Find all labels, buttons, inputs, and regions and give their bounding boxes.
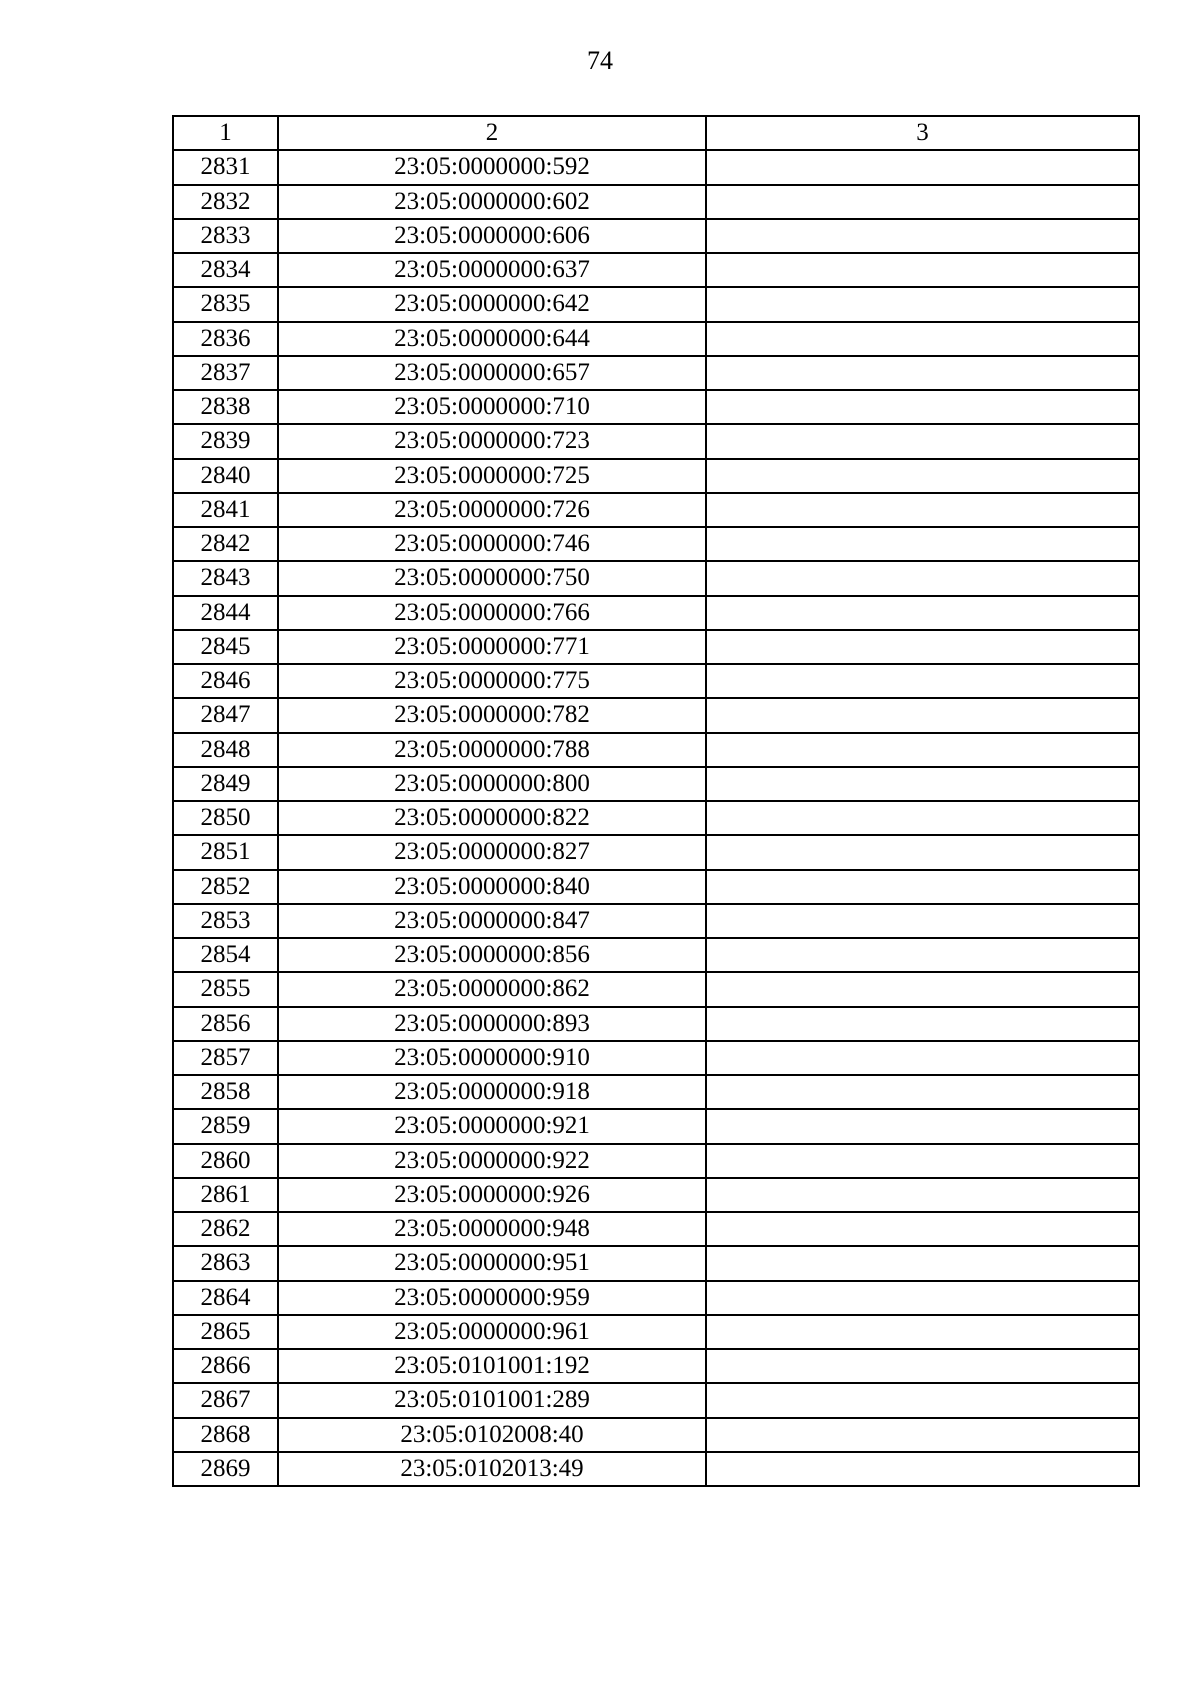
table-row xyxy=(173,356,1139,390)
notes-cell xyxy=(706,972,1139,1006)
cadastral-number-cell: 23:05:0000000:961 xyxy=(278,1315,706,1349)
notes-cell xyxy=(706,664,1139,698)
row-number-cell: 2838 xyxy=(173,390,278,424)
cadastral-number-cell: 23:05:0000000:822 xyxy=(278,801,706,835)
table-row xyxy=(173,835,1139,869)
cadastral-table xyxy=(172,115,1140,1487)
notes-cell xyxy=(706,356,1139,390)
row-number-cell: 2836 xyxy=(173,322,278,356)
cadastral-number-cell: 23:05:0000000:926 xyxy=(278,1178,706,1212)
table-row xyxy=(173,493,1139,527)
row-number-cell: 2846 xyxy=(173,664,278,698)
row-number-cell: 2867 xyxy=(173,1383,278,1417)
notes-cell xyxy=(706,1281,1139,1315)
notes-cell xyxy=(706,1452,1139,1486)
table-row xyxy=(173,459,1139,493)
notes-cell xyxy=(706,801,1139,835)
notes-cell xyxy=(706,1075,1139,1109)
notes-cell xyxy=(706,527,1139,561)
cadastral-number-cell: 23:05:0000000:725 xyxy=(278,459,706,493)
table-row xyxy=(173,185,1139,219)
notes-cell xyxy=(706,1007,1139,1041)
cadastral-number-cell: 23:05:0000000:771 xyxy=(278,630,706,664)
cadastral-number-cell: 23:05:0102013:49 xyxy=(278,1452,706,1486)
table-row xyxy=(173,1109,1139,1143)
row-number-cell: 2864 xyxy=(173,1281,278,1315)
table-row xyxy=(173,630,1139,664)
table-row xyxy=(173,390,1139,424)
table-row xyxy=(173,219,1139,253)
notes-cell xyxy=(706,185,1139,219)
table-header-row xyxy=(173,116,1139,150)
cadastral-number-cell: 23:05:0000000:782 xyxy=(278,698,706,732)
table-row xyxy=(173,1418,1139,1452)
cadastral-number-cell: 23:05:0000000:862 xyxy=(278,972,706,1006)
page-number: 74 xyxy=(587,46,613,75)
table-row xyxy=(173,938,1139,972)
cadastral-number-cell: 23:05:0000000:910 xyxy=(278,1041,706,1075)
row-number-cell: 2858 xyxy=(173,1075,278,1109)
cadastral-number-cell: 23:05:0000000:606 xyxy=(278,219,706,253)
table-row xyxy=(173,1452,1139,1486)
row-number-cell: 2841 xyxy=(173,493,278,527)
notes-cell xyxy=(706,150,1139,184)
table-row xyxy=(173,322,1139,356)
table-row xyxy=(173,561,1139,595)
cadastral-number-cell: 23:05:0000000:602 xyxy=(278,185,706,219)
cadastral-number-cell: 23:05:0000000:657 xyxy=(278,356,706,390)
row-number-cell: 2868 xyxy=(173,1418,278,1452)
row-number-cell: 2845 xyxy=(173,630,278,664)
table-row xyxy=(173,596,1139,630)
cadastral-number-cell: 23:05:0000000:840 xyxy=(278,870,706,904)
notes-cell xyxy=(706,1246,1139,1280)
header-cell-col1: 1 xyxy=(173,116,278,150)
table-row xyxy=(173,1007,1139,1041)
notes-cell xyxy=(706,1212,1139,1246)
notes-cell xyxy=(706,287,1139,321)
row-number-cell: 2861 xyxy=(173,1178,278,1212)
notes-cell xyxy=(706,835,1139,869)
cadastral-number-cell: 23:05:0000000:592 xyxy=(278,150,706,184)
table-row xyxy=(173,870,1139,904)
cadastral-number-cell: 23:05:0000000:642 xyxy=(278,287,706,321)
table-row xyxy=(173,1041,1139,1075)
notes-cell xyxy=(706,322,1139,356)
cadastral-number-cell: 23:05:0000000:918 xyxy=(278,1075,706,1109)
notes-cell xyxy=(706,1418,1139,1452)
notes-cell xyxy=(706,698,1139,732)
table-row xyxy=(173,527,1139,561)
cadastral-number-cell: 23:05:0000000:847 xyxy=(278,904,706,938)
cadastral-number-cell: 23:05:0000000:856 xyxy=(278,938,706,972)
notes-cell xyxy=(706,630,1139,664)
cadastral-number-cell: 23:05:0000000:750 xyxy=(278,561,706,595)
row-number-cell: 2860 xyxy=(173,1144,278,1178)
row-number-cell: 2849 xyxy=(173,767,278,801)
notes-cell xyxy=(706,1383,1139,1417)
notes-cell xyxy=(706,1144,1139,1178)
cadastral-number-cell: 23:05:0000000:921 xyxy=(278,1109,706,1143)
table-row xyxy=(173,972,1139,1006)
row-number-cell: 2865 xyxy=(173,1315,278,1349)
row-number-cell: 2863 xyxy=(173,1246,278,1280)
row-number-cell: 2857 xyxy=(173,1041,278,1075)
table-row xyxy=(173,767,1139,801)
cadastral-number-cell: 23:05:0000000:723 xyxy=(278,424,706,458)
notes-cell xyxy=(706,938,1139,972)
table-row xyxy=(173,664,1139,698)
row-number-cell: 2835 xyxy=(173,287,278,321)
row-number-cell: 2852 xyxy=(173,870,278,904)
table-row xyxy=(173,1075,1139,1109)
notes-cell xyxy=(706,219,1139,253)
row-number-cell: 2842 xyxy=(173,527,278,561)
notes-cell xyxy=(706,870,1139,904)
notes-cell xyxy=(706,1041,1139,1075)
table-row xyxy=(173,253,1139,287)
table-row xyxy=(173,287,1139,321)
notes-cell xyxy=(706,733,1139,767)
row-number-cell: 2869 xyxy=(173,1452,278,1486)
row-number-cell: 2862 xyxy=(173,1212,278,1246)
table-row xyxy=(173,801,1139,835)
cadastral-number-cell: 23:05:0000000:726 xyxy=(278,493,706,527)
notes-cell xyxy=(706,1349,1139,1383)
row-number-cell: 2853 xyxy=(173,904,278,938)
table-row xyxy=(173,1178,1139,1212)
row-number-cell: 2837 xyxy=(173,356,278,390)
notes-cell xyxy=(706,459,1139,493)
notes-cell xyxy=(706,767,1139,801)
notes-cell xyxy=(706,1178,1139,1212)
cadastral-number-cell: 23:05:0101001:192 xyxy=(278,1349,706,1383)
row-number-cell: 2831 xyxy=(173,150,278,184)
cadastral-number-cell: 23:05:0000000:959 xyxy=(278,1281,706,1315)
cadastral-number-cell: 23:05:0000000:893 xyxy=(278,1007,706,1041)
row-number-cell: 2843 xyxy=(173,561,278,595)
cadastral-number-cell: 23:05:0000000:788 xyxy=(278,733,706,767)
row-number-cell: 2859 xyxy=(173,1109,278,1143)
table-row xyxy=(173,733,1139,767)
cadastral-number-cell: 23:05:0000000:922 xyxy=(278,1144,706,1178)
table-row xyxy=(173,1212,1139,1246)
cadastral-number-cell: 23:05:0000000:766 xyxy=(278,596,706,630)
cadastral-number-cell: 23:05:0101001:289 xyxy=(278,1383,706,1417)
cadastral-number-cell: 23:05:0000000:637 xyxy=(278,253,706,287)
row-number-cell: 2833 xyxy=(173,219,278,253)
cadastral-number-cell: 23:05:0000000:746 xyxy=(278,527,706,561)
table-row xyxy=(173,1383,1139,1417)
notes-cell xyxy=(706,253,1139,287)
notes-cell xyxy=(706,596,1139,630)
header-cell-col2: 2 xyxy=(278,116,706,150)
row-number-cell: 2854 xyxy=(173,938,278,972)
cadastral-number-cell: 23:05:0000000:775 xyxy=(278,664,706,698)
notes-cell xyxy=(706,1315,1139,1349)
row-number-cell: 2855 xyxy=(173,972,278,1006)
notes-cell xyxy=(706,424,1139,458)
cadastral-number-cell: 23:05:0000000:827 xyxy=(278,835,706,869)
notes-cell xyxy=(706,561,1139,595)
row-number-cell: 2851 xyxy=(173,835,278,869)
notes-cell xyxy=(706,1109,1139,1143)
notes-cell xyxy=(706,493,1139,527)
cadastral-number-cell: 23:05:0000000:951 xyxy=(278,1246,706,1280)
notes-cell xyxy=(706,904,1139,938)
table-row xyxy=(173,698,1139,732)
table-row xyxy=(173,1144,1139,1178)
row-number-cell: 2834 xyxy=(173,253,278,287)
table-row xyxy=(173,424,1139,458)
notes-cell xyxy=(706,390,1139,424)
table-row xyxy=(173,1281,1139,1315)
table-row xyxy=(173,904,1139,938)
row-number-cell: 2866 xyxy=(173,1349,278,1383)
row-number-cell: 2832 xyxy=(173,185,278,219)
table-row xyxy=(173,1246,1139,1280)
row-number-cell: 2850 xyxy=(173,801,278,835)
row-number-cell: 2847 xyxy=(173,698,278,732)
cadastral-number-cell: 23:05:0000000:710 xyxy=(278,390,706,424)
table-row xyxy=(173,1315,1139,1349)
table-row xyxy=(173,1349,1139,1383)
row-number-cell: 2844 xyxy=(173,596,278,630)
table-row xyxy=(173,150,1139,184)
cadastral-number-cell: 23:05:0000000:644 xyxy=(278,322,706,356)
cadastral-number-cell: 23:05:0000000:800 xyxy=(278,767,706,801)
cadastral-number-cell: 23:05:0102008:40 xyxy=(278,1418,706,1452)
row-number-cell: 2848 xyxy=(173,733,278,767)
header-cell-col3: 3 xyxy=(706,116,1139,150)
row-number-cell: 2856 xyxy=(173,1007,278,1041)
row-number-cell: 2840 xyxy=(173,459,278,493)
table-body xyxy=(173,116,1139,1486)
cadastral-number-cell: 23:05:0000000:948 xyxy=(278,1212,706,1246)
row-number-cell: 2839 xyxy=(173,424,278,458)
